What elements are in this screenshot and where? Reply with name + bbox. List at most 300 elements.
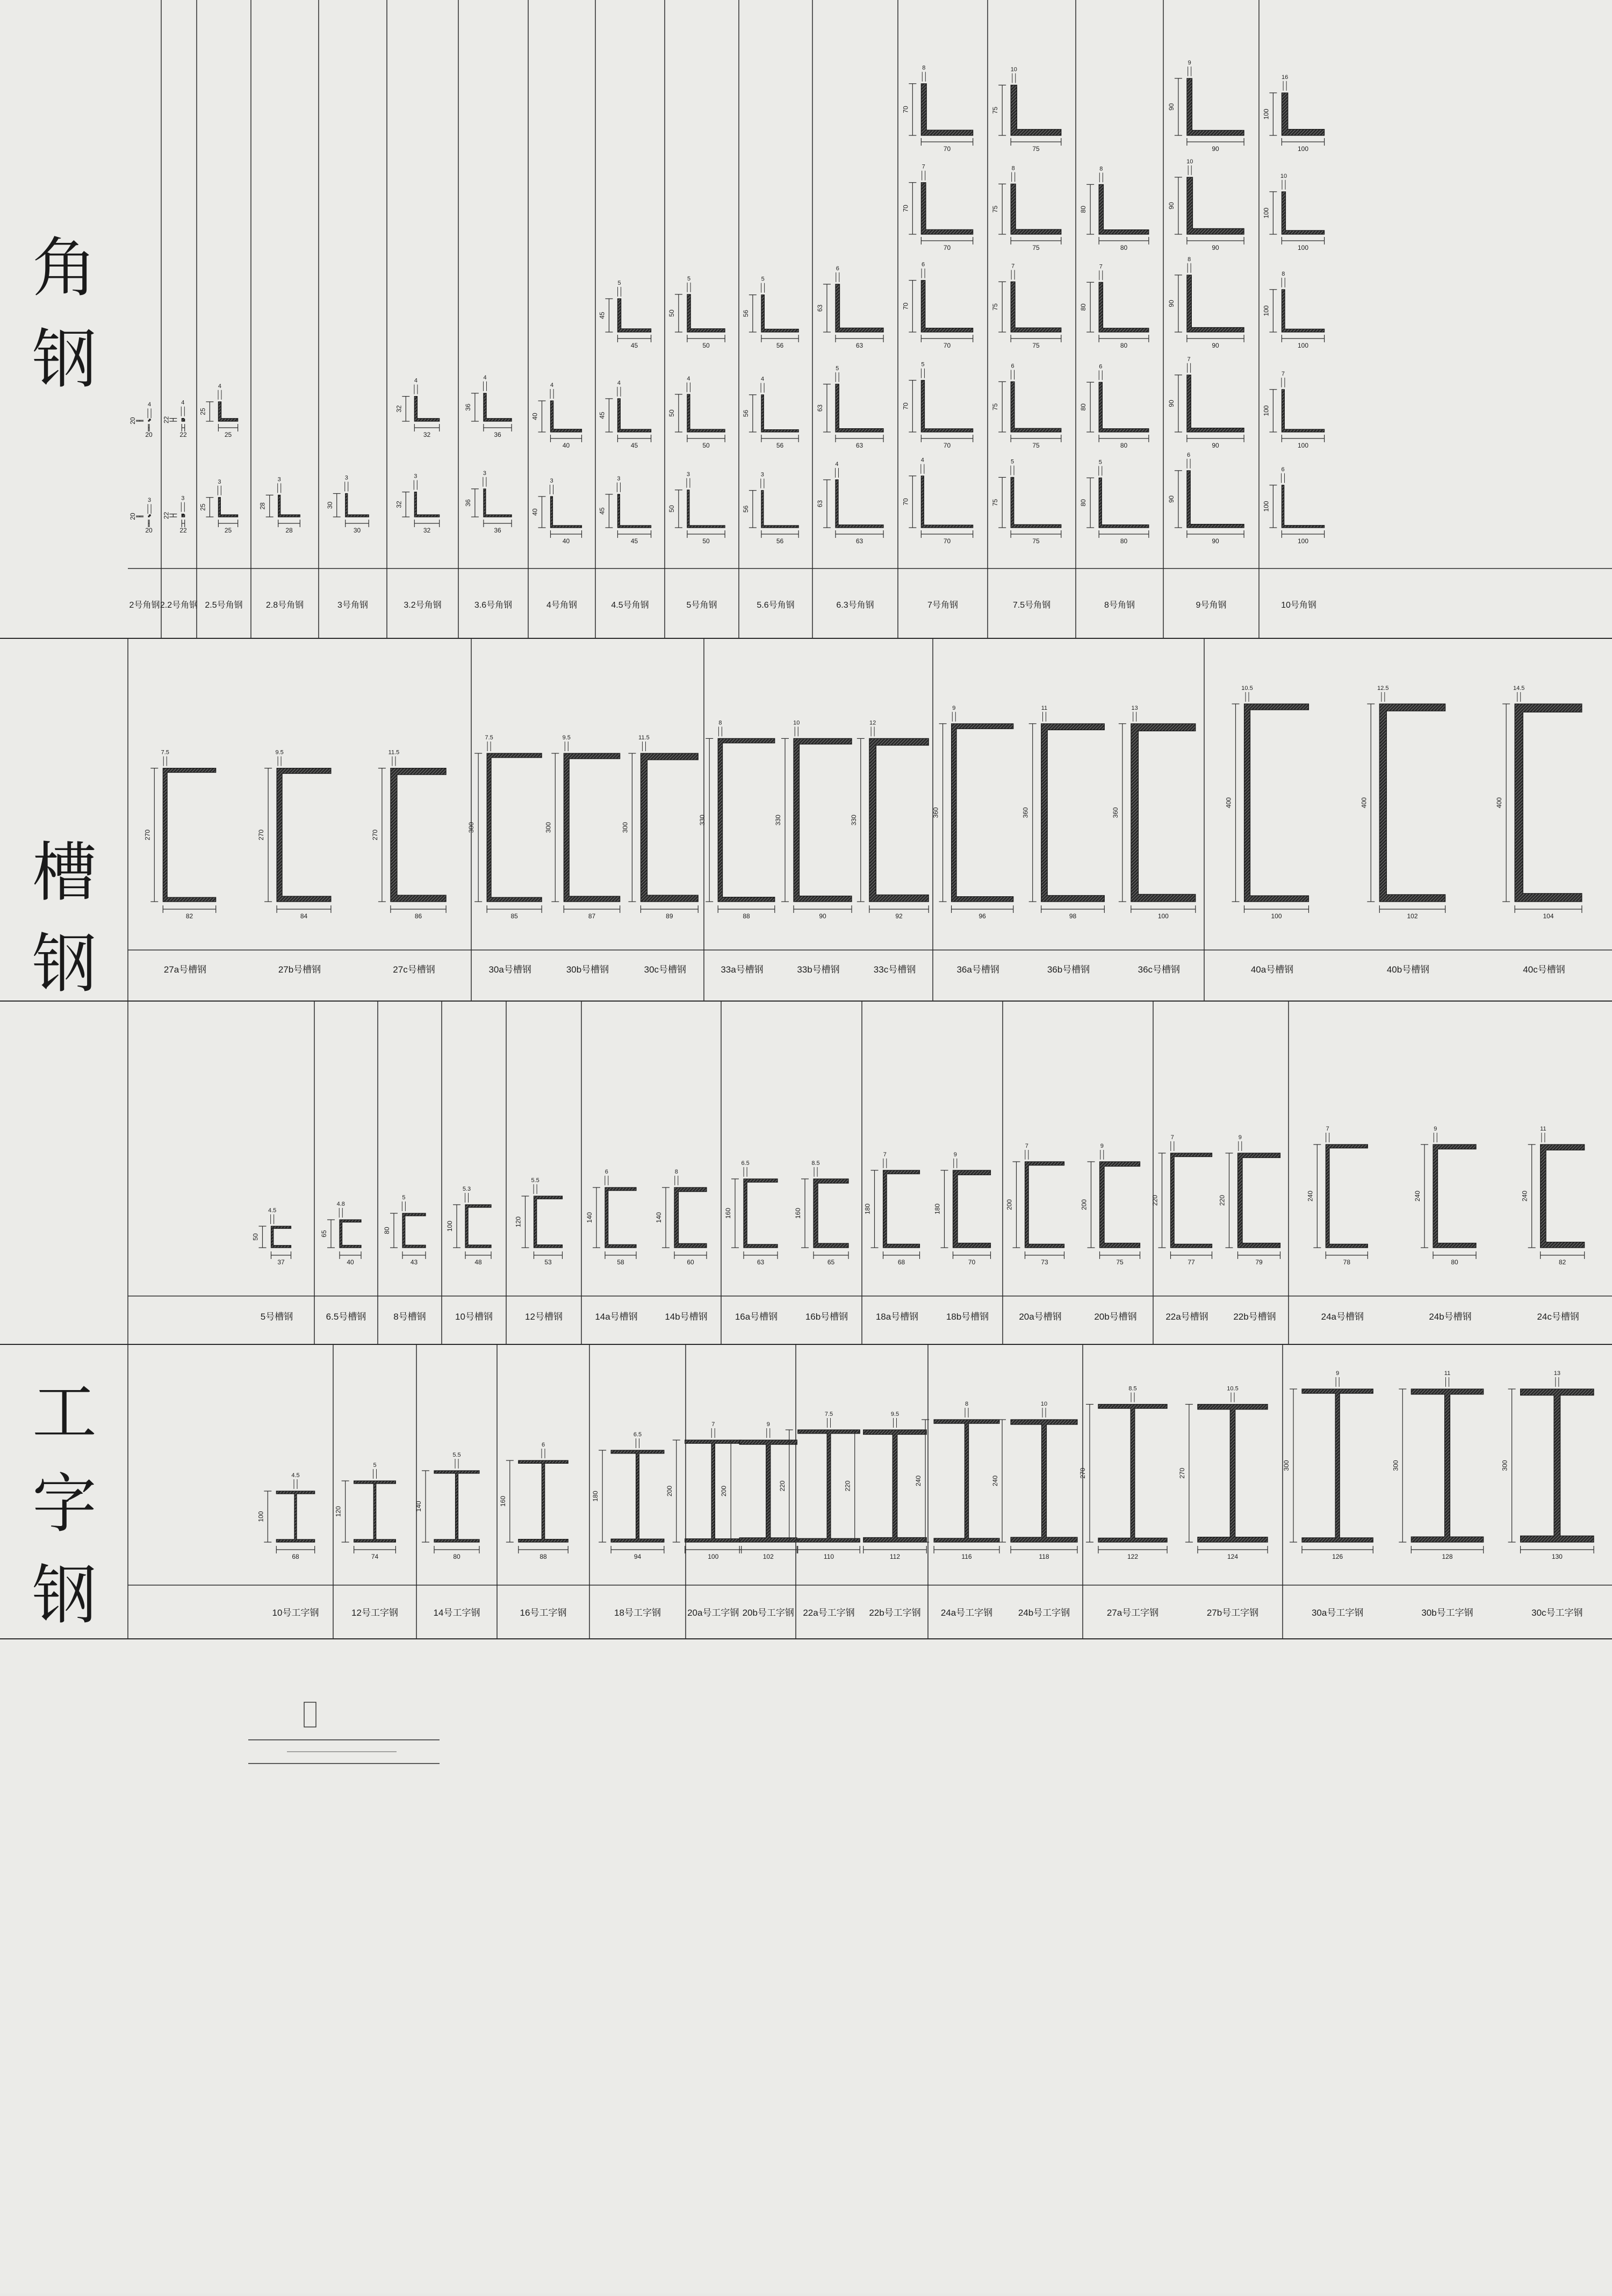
dimension-label: 45 (598, 312, 606, 319)
dimension-label: 45 (630, 537, 638, 545)
dimension-label: 70 (943, 244, 951, 251)
dimension-label: 84 (300, 912, 308, 920)
channel-group-small (724, 1160, 848, 1266)
dimension-label: 50 (667, 409, 675, 417)
channel-group (143, 750, 446, 920)
dimension-label: 100 (1297, 442, 1309, 449)
dimension-label: 200 (720, 1485, 728, 1497)
angle-column (464, 375, 512, 534)
thickness-label: 4 (550, 382, 554, 388)
dimension-label: 75 (1032, 342, 1040, 349)
channel-profile (1244, 704, 1309, 902)
dimension-label: 100 (708, 1553, 719, 1560)
dimension-label: 75 (1116, 1258, 1124, 1266)
dimension-label: 25 (224, 527, 232, 534)
thickness-label: 9 (766, 1421, 770, 1428)
ibeam-group (1283, 1370, 1594, 1560)
thickness-label: 6 (1281, 466, 1285, 473)
dimension-label: 80 (1120, 537, 1128, 545)
thickness-label: 9.5 (890, 1411, 899, 1417)
dimension-label: 82 (185, 912, 193, 920)
angle-profile (182, 514, 184, 517)
dimension-label: 25 (199, 408, 207, 415)
dimension-label: 270 (143, 829, 152, 840)
thickness-label: 4 (181, 399, 185, 406)
ibeam-label: 24b号工字钢 (1018, 1608, 1070, 1618)
ibeam-group (335, 1462, 396, 1560)
ibeam-label: 30c号工字钢 (1531, 1608, 1583, 1618)
dimension-label: 53 (544, 1258, 552, 1266)
ibeam-profile (1098, 1405, 1167, 1543)
thickness-label: 6 (836, 265, 839, 272)
dimension-label: 220 (844, 1480, 852, 1492)
dimension-label: 180 (933, 1203, 941, 1215)
thickness-label: 7 (1187, 356, 1191, 363)
thickness-label: 3 (344, 474, 348, 481)
dimension-label: 200 (665, 1485, 673, 1497)
section-titles (32, 231, 97, 1633)
dimension-label: 300 (1392, 1460, 1400, 1471)
thickness-label: 4 (835, 460, 839, 467)
dimension-label: 75 (991, 403, 999, 411)
dimension-label: 400 (1360, 797, 1368, 809)
big-title (32, 231, 97, 397)
thickness-label: 4 (617, 379, 621, 386)
ibeam-label: 16号工字钢 (520, 1608, 567, 1618)
channel-profile (340, 1220, 361, 1248)
dimension-label: 360 (1021, 807, 1030, 818)
dimension-label: 270 (1078, 1467, 1086, 1479)
channel-profile (564, 753, 620, 902)
dimension-label: 96 (978, 912, 986, 920)
dimension-label: 118 (1039, 1553, 1049, 1560)
angle-column-label: 10号角钢 (1281, 601, 1316, 610)
angle-profile (921, 476, 973, 528)
channel-profile (794, 738, 852, 902)
dimension-label: 100 (257, 1511, 265, 1522)
angle-column-label: 3.6号角钢 (474, 601, 513, 610)
angle-column-label: 7.5号角钢 (1012, 601, 1051, 610)
ibeam-icon (304, 1702, 316, 1727)
dimension-label: 94 (634, 1553, 642, 1560)
thickness-label: 4 (218, 383, 222, 390)
dimension-label: 70 (902, 205, 910, 212)
dimension-label: 90 (1212, 537, 1219, 545)
dimension-label: 37 (277, 1258, 285, 1266)
ibeam-table (248, 1702, 440, 1764)
dimension-label: 70 (902, 303, 910, 310)
thickness-label: 3 (483, 470, 486, 477)
thickness-label: 9 (1100, 1143, 1104, 1149)
dimension-label: 75 (991, 106, 999, 114)
angle-column (395, 378, 439, 534)
channel-label: 24a号槽钢 (1321, 1312, 1364, 1322)
angle-profile (617, 494, 651, 528)
channel-profile (1041, 724, 1105, 902)
channel-profile (1326, 1145, 1368, 1248)
thickness-label: 5 (373, 1462, 377, 1469)
dimension-label: 32 (395, 405, 403, 413)
channel-profile (1238, 1153, 1280, 1248)
thickness-label: 9 (1336, 1370, 1340, 1377)
channel-group-small (1152, 1134, 1280, 1266)
channel-profile (277, 768, 331, 902)
dimension-label: 360 (1111, 807, 1119, 818)
channel-profile (1515, 704, 1582, 902)
dimension-label: 80 (383, 1227, 391, 1234)
angle-profile (921, 380, 973, 432)
dimension-label: 32 (423, 431, 431, 438)
angle-profile (551, 496, 582, 528)
dimension-label: 220 (778, 1480, 786, 1492)
angle-column (742, 276, 798, 545)
dimension-label: 77 (1188, 1258, 1195, 1266)
dimension-label: 400 (1225, 797, 1233, 809)
angle-column (1168, 60, 1244, 545)
thickness-label: 9 (1188, 59, 1191, 66)
channel-label: 36a号槽钢 (956, 965, 999, 975)
angle-column (668, 276, 725, 545)
thickness-label: 5.5 (531, 1177, 539, 1184)
channel-group-small (252, 1207, 291, 1266)
thickness-label: 3 (414, 473, 418, 480)
angle-profile (1187, 375, 1244, 432)
thickness-label: 3 (277, 476, 281, 483)
dimension-label: 270 (1178, 1467, 1186, 1479)
dimension-label: 300 (1501, 1460, 1509, 1471)
dimension-label: 30 (353, 527, 361, 534)
thickness-label: 7.5 (161, 749, 169, 756)
dimension-label: 88 (743, 912, 750, 920)
dimension-label: 100 (1297, 145, 1309, 153)
dimension-label: 65 (320, 1230, 328, 1237)
channel-group-small (383, 1194, 426, 1266)
dimension-label: 87 (588, 912, 596, 920)
angle-column-label: 6.3号角钢 (836, 601, 874, 610)
dimension-label: 63 (816, 404, 824, 412)
channel-label: 14a号槽钢 (595, 1312, 638, 1322)
thickness-label: 11.5 (638, 735, 650, 741)
thickness-label: 8.5 (1128, 1385, 1137, 1392)
dimension-label: 32 (423, 527, 431, 534)
channel-label: 27b号槽钢 (278, 965, 321, 975)
channel-profile (1541, 1145, 1585, 1248)
ibeam-profile (1302, 1389, 1373, 1542)
channel-label: 8号槽钢 (393, 1312, 426, 1322)
angle-column-label: 3号角钢 (337, 601, 368, 610)
ibeam-group (1079, 1386, 1268, 1561)
dimension-label: 80 (1120, 244, 1128, 251)
ibeam-group (915, 1401, 1077, 1560)
thickness-label: 7 (1281, 370, 1285, 377)
thickness-label: 8 (965, 1401, 969, 1407)
angle-column (531, 382, 582, 545)
thickness-label: 7 (1326, 1126, 1329, 1132)
dimension-label: 90 (1212, 442, 1219, 449)
dimension-label: 56 (742, 409, 750, 418)
dimension-label: 56 (776, 442, 784, 449)
dimension-label: 140 (586, 1212, 593, 1223)
dimension-label: 70 (968, 1258, 976, 1266)
angle-column (902, 65, 973, 545)
thickness-label: 3 (218, 478, 221, 485)
angle-profile (148, 419, 150, 421)
angle-profile (1187, 177, 1244, 234)
ibeam-group (499, 1442, 568, 1560)
ibeam-group (415, 1452, 479, 1560)
ibeam-profile (434, 1471, 479, 1542)
dimension-label: 82 (1558, 1258, 1566, 1266)
dimension-label: 75 (991, 205, 999, 213)
thickness-label: 9 (952, 704, 956, 711)
dimension-label: 20 (145, 527, 153, 534)
angle-profile (1099, 184, 1149, 234)
thickness-label: 7 (1011, 263, 1015, 270)
dimension-label: 220 (1151, 1194, 1159, 1206)
angle-profile (1282, 390, 1324, 432)
thickness-label: 13 (1553, 1370, 1560, 1377)
dimension-label: 58 (617, 1258, 624, 1266)
dimension-label: 25 (199, 503, 207, 511)
dimension-label: 36 (494, 431, 501, 438)
thickness-label: 5 (617, 279, 621, 286)
dimension-label: 100 (1297, 342, 1309, 349)
dimension-label: 100 (1297, 244, 1309, 251)
ibeam-group (592, 1431, 664, 1560)
dimension-label: 100 (1262, 305, 1270, 316)
channel-profile (271, 1226, 291, 1248)
channel-group-small (446, 1186, 491, 1266)
channel-profile (391, 768, 446, 902)
thickness-label: 9.5 (275, 749, 284, 756)
ibeam-label: 30a号工字钢 (1311, 1608, 1364, 1618)
dimension-label: 79 (1255, 1258, 1263, 1266)
big-title-char: 字 (32, 1467, 97, 1542)
dimension-label: 20 (145, 431, 153, 438)
thickness-label: 4 (761, 376, 765, 383)
angle-profile (687, 490, 725, 528)
dimension-label: 70 (943, 342, 951, 349)
section-labels (129, 600, 1583, 1618)
dimension-label: 50 (702, 442, 710, 449)
angle-column (991, 66, 1061, 545)
dimension-label: 160 (724, 1207, 732, 1219)
thickness-label: 8 (718, 719, 722, 726)
ibeam-profile (276, 1491, 314, 1542)
dimension-label: 90 (819, 912, 826, 920)
dimension-label: 92 (895, 912, 903, 920)
channel-group-small (586, 1169, 707, 1266)
dimension-label: 180 (592, 1491, 600, 1502)
dimension-label: 50 (667, 505, 675, 513)
angle-profile (1099, 282, 1149, 332)
channel-label: 30a号槽钢 (488, 965, 531, 975)
channel-label: 33a号槽钢 (721, 965, 764, 975)
ibeam-label: 18号工字钢 (614, 1608, 661, 1618)
thickness-label: 3 (760, 471, 764, 478)
dimension-label: 63 (757, 1258, 765, 1266)
dimension-label: 300 (544, 822, 552, 833)
channel-label: 12号槽钢 (525, 1312, 563, 1322)
dimension-label: 330 (774, 815, 782, 826)
dimension-label: 120 (514, 1216, 522, 1228)
channel-label: 40a号槽钢 (1250, 965, 1294, 975)
thickness-label: 12.5 (1377, 685, 1389, 692)
dimension-label: 22 (179, 527, 187, 534)
dimension-label: 80 (1120, 442, 1128, 449)
dimension-label: 104 (1543, 912, 1554, 920)
angle-profile (484, 393, 512, 421)
thickness-label: 5 (921, 361, 925, 368)
angle-profile (1187, 78, 1244, 135)
dimension-label: 240 (991, 1475, 999, 1487)
channel-label: 36c号槽钢 (1138, 965, 1181, 975)
thickness-label: 7 (1170, 1134, 1174, 1141)
channel-profile (1379, 704, 1445, 902)
angle-column-label: 2.5号角钢 (205, 601, 243, 610)
thickness-label: 7 (711, 1421, 715, 1428)
dimension-label: 116 (961, 1553, 972, 1560)
big-title-char: 钢 (32, 1558, 97, 1633)
dimension-label: 128 (1442, 1553, 1453, 1560)
dimension-label: 240 (1414, 1190, 1421, 1202)
channel-profile (953, 1170, 991, 1248)
channel-label: 40c号槽钢 (1523, 965, 1565, 975)
channel-profile (163, 768, 215, 902)
channel-label: 20b号槽钢 (1094, 1312, 1137, 1322)
dimension-label: 300 (467, 822, 476, 833)
ibeam-label: 22b号工字钢 (869, 1608, 921, 1618)
thickness-label: 6.5 (633, 1431, 642, 1438)
channel-profile (1025, 1162, 1064, 1248)
dimension-label: 40 (347, 1258, 354, 1266)
angle-profile (921, 84, 973, 135)
channel-label: 40b号槽钢 (1386, 965, 1430, 975)
thickness-label: 10 (1010, 66, 1017, 73)
angle-column (1262, 74, 1324, 545)
dimension-label: 85 (510, 912, 518, 920)
ibeam-label: 20a号工字钢 (687, 1608, 739, 1618)
angle-column-label: 7号角钢 (927, 601, 958, 610)
dimension-label: 130 (1551, 1553, 1563, 1560)
thickness-label: 10.5 (1241, 685, 1253, 692)
thickness-label: 11 (1041, 704, 1048, 711)
dimension-label: 63 (855, 342, 863, 349)
dimension-label: 70 (943, 145, 951, 153)
angle-profile (761, 295, 798, 332)
dimension-label: 88 (539, 1553, 547, 1560)
thickness-label: 4.8 (336, 1201, 345, 1207)
channel-profile (869, 738, 929, 902)
dimension-label: 36 (464, 404, 472, 411)
channel-label: 33c号槽钢 (873, 965, 916, 975)
dimension-label: 63 (855, 537, 863, 545)
thickness-label: 9 (1238, 1134, 1242, 1141)
dimension-label: 102 (762, 1553, 774, 1560)
dimension-label: 68 (897, 1258, 905, 1266)
channel-group (467, 735, 698, 920)
ibeam-label: 12号工字钢 (351, 1608, 398, 1618)
angle-profile (218, 402, 238, 421)
ibeam-profile (354, 1481, 396, 1542)
dimension-label: 70 (943, 537, 951, 545)
dimension-label: 90 (1167, 202, 1175, 210)
dimension-label: 75 (1032, 442, 1040, 449)
thickness-label: 4 (148, 401, 152, 408)
thickness-label: 8.5 (811, 1160, 820, 1167)
channel-profile (1171, 1153, 1212, 1248)
thickness-label: 14.5 (1513, 685, 1525, 692)
dimension-label: 300 (1283, 1460, 1291, 1471)
dimension-label: 70 (943, 442, 951, 449)
thickness-label: 4.5 (268, 1207, 277, 1214)
angle-profile (484, 489, 512, 517)
thickness-label: 5.3 (462, 1186, 471, 1192)
ibeam-profile (1411, 1389, 1483, 1542)
angle-profile (1187, 275, 1244, 332)
angle-column (816, 265, 883, 545)
angle-column-label: 4号角钢 (546, 601, 577, 610)
angle-column-label: 9号角钢 (1196, 601, 1227, 610)
ibeam-label: 27a号工字钢 (1106, 1608, 1159, 1618)
dimension-label: 90 (1212, 342, 1219, 349)
angle-column (162, 400, 187, 534)
angle-profile (836, 384, 883, 432)
dimension-label: 45 (598, 412, 606, 419)
angle-profile (551, 401, 582, 432)
angle-profile (278, 495, 300, 517)
dimension-label: 50 (251, 1233, 260, 1241)
angle-profile (617, 299, 651, 332)
channel-label: 30b号槽钢 (566, 965, 609, 975)
big-title (32, 836, 97, 1002)
channel-profile (605, 1187, 636, 1248)
angle-profile (218, 498, 238, 517)
ibeam-profile (1198, 1405, 1268, 1543)
dimension-label: 70 (902, 402, 910, 410)
dimension-label: 80 (1451, 1258, 1458, 1266)
dimension-label: 40 (531, 413, 539, 420)
thickness-label: 6 (1187, 451, 1191, 458)
dimension-label: 50 (702, 342, 710, 349)
dimension-label: 50 (667, 310, 675, 317)
thickness-label: 10 (1186, 158, 1193, 165)
dimension-label: 100 (1297, 537, 1309, 545)
dimension-label: 56 (742, 310, 750, 318)
angle-profile (1011, 85, 1061, 135)
channel-label: 16a号槽钢 (735, 1312, 778, 1322)
angle-profile (182, 419, 184, 421)
dimension-label: 70 (902, 498, 910, 506)
thickness-label: 9 (953, 1151, 957, 1158)
thickness-label: 11.5 (388, 749, 400, 756)
thickness-label: 7 (1099, 263, 1103, 270)
channel-label: 16b号槽钢 (805, 1312, 848, 1322)
channel-profile (1131, 724, 1196, 902)
dimension-label: 73 (1041, 1258, 1048, 1266)
angle-column (199, 383, 238, 534)
dimension-label: 25 (224, 431, 232, 438)
angle-column (259, 476, 300, 534)
dimension-label: 86 (414, 912, 422, 920)
angle-profile (836, 284, 883, 332)
dimension-label: 56 (776, 537, 784, 545)
thickness-label: 10 (793, 719, 800, 726)
angle-profile (1099, 382, 1149, 432)
angle-profile (1282, 290, 1324, 332)
dimension-label: 74 (371, 1553, 379, 1560)
angle-column-label: 5.6号角钢 (757, 601, 795, 610)
